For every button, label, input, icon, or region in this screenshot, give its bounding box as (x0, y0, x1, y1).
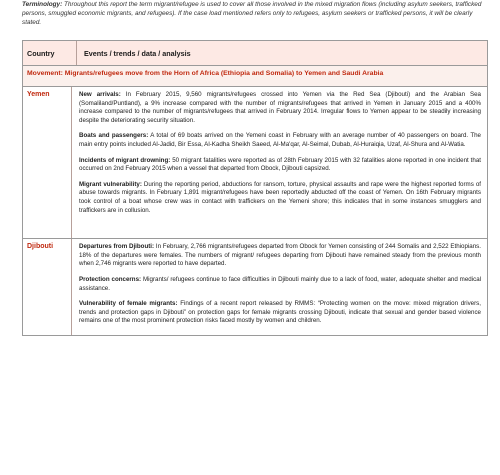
events-column-header: Events / trends / data / analysis (84, 48, 191, 58)
paragraph (79, 300, 481, 326)
table-row (23, 239, 487, 336)
paragraph (79, 276, 481, 293)
table-header (23, 41, 487, 66)
paragraph-title: Incidents of migrant drowning: (79, 156, 171, 164)
country-cell: Yemen (23, 87, 72, 238)
country-cell: Djibouti (23, 239, 72, 335)
terminology-text: Throughout this report the term migrant/refugee is used to cover all those involved in the mixed migration flows (including asylum seekers, trafficked persons, smuggled economic migrants, and refugees). If the case load mentioned refers only to refugees, asylum seekers or trafficked persons, it will be clearly stated. (22, 1, 482, 26)
paragraph-text: Findings of a recent report released by RMMS: “Protecting women on the move: mixed migration drivers, trends and protection gaps in Djibouti” on protection gaps for female migrants crossing Djibouti, indicate that sexual and gender based violence remains one of the most prominent protection risks faced mostly by women and children. (79, 300, 481, 325)
terminology-note (22, 0, 484, 27)
movement-banner: Movement: Migrants/refugees move from the Horn of Africa (Ethiopia and Somalia) to Yemen and Saudi Arabia (23, 66, 487, 87)
paragraph-title: Boats and passengers: (79, 132, 149, 140)
events-cell (72, 87, 487, 238)
paragraph (79, 132, 481, 149)
paragraph-title: Departures from Djibouti: (79, 243, 155, 251)
paragraph (79, 91, 481, 125)
table-row (23, 87, 487, 239)
paragraph-title: Protection concerns: (79, 275, 142, 283)
paragraph-text: 50 migrant fatalities were reported as of 28th February 2015 with 32 fatalities alone reported in one incident that occurred on 2nd February 2015 when a vessel that departed from Obock, Djibouti capsized. (79, 156, 481, 173)
paragraph (79, 181, 481, 215)
paragraph (79, 157, 481, 174)
paragraph-title: Vulnerability of female migrants: (79, 300, 178, 308)
paragraph-text: During the reporting period, abductions for ransom, torture, physical assaults and rape were the highest reported forms of abuse towards migrants. In February 1,891 migrant/refugees have been reportedly abducted off the coast of Yemen. On 16th February migrants took control of a boat whose crew was in contact with traffickers on the Yemeni shore; this indicates that in some instances smugglers and traffickers are in collusion. (79, 180, 481, 214)
terminology-label: Terminology: (22, 1, 63, 8)
paragraph-text: Migrants/ refugees continue to face difficulties in Djibouti mainly due to a lack of food, water, adequate shelter and medical assistance. (79, 275, 482, 292)
events-cell (72, 239, 487, 335)
paragraph-text: In February, 2,766 migrants/refugees departed from Obock for Yemen consisting of 244 Somalis and 2,522 Ethiopians. 18% of the departures were females. The numbers of migrant/ refugees departing from Djibouti have remained steady from the previous month when 2,746 migrants were reported to have departed. (79, 243, 481, 268)
paragraph-text: In February 2015, 9,560 migrants/refugees crossed into Yemen via the Red Sea (Djibouti) and the Arabian Sea (Somaliland/Puntland), a 9% increase compared with the number of migrants/refugees that arrived in Yemen in January 2015 and a 400% increase compared to the number of migrants/refugees that arrived in February 2014. Irregular flows to Yemen appear to be steadily increasing despite the deteriorating security situation. (79, 91, 482, 124)
paragraph (79, 243, 481, 269)
country-column-header: Country (23, 41, 77, 65)
paragraph-title: Migrant vulnerability: (79, 180, 142, 188)
migration-table (22, 40, 488, 336)
paragraph-text: A total of 69 boats arrived on the Yemeni coast in February with an average number of 40 passengers on board. The main entry points included Al-Jadid, Bir Essa, Al-Kadha Sheikh Saeed, Al-Ma'qar, Al-Seimal, Dubab, Al-Huraiqia, Uzaf, Al-Shura and Al-Watia. (79, 132, 481, 148)
paragraph-title: New arrivals: (79, 91, 121, 98)
